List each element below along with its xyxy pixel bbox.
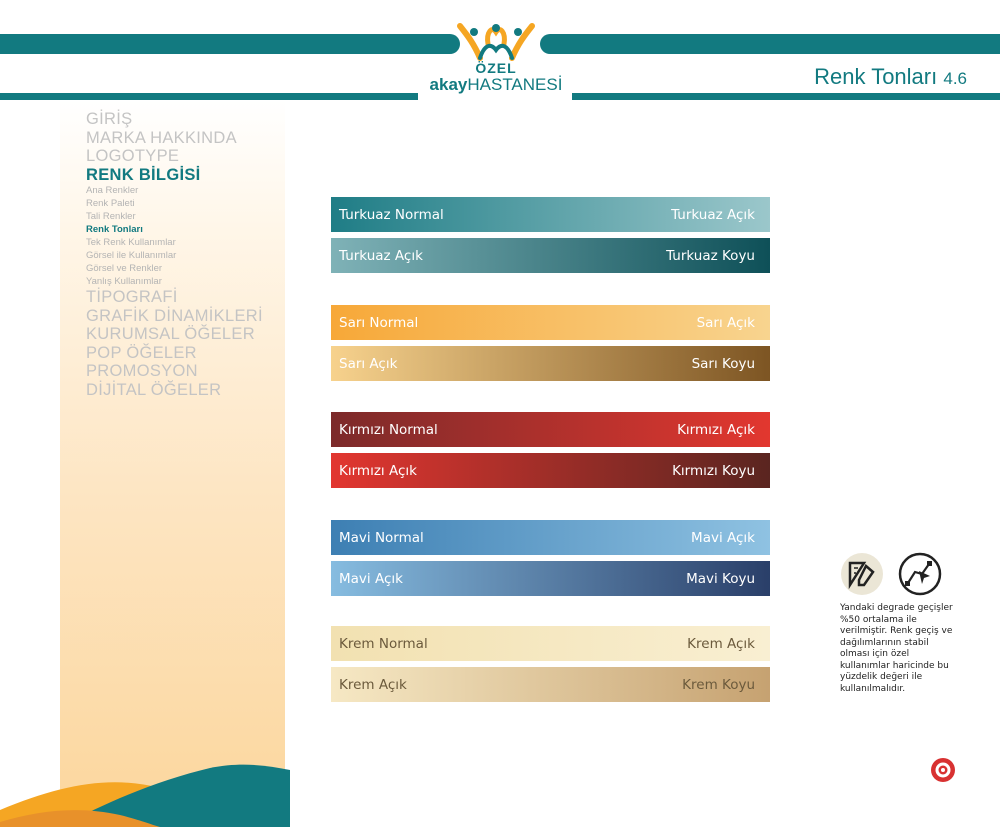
gradient-bar [331,238,770,273]
gradient-start-label: Krem Açık [339,676,407,693]
gradient-bar [331,197,770,232]
gradient-end-label: Krem Koyu [682,676,755,693]
nav-subsection-item[interactable]: Tali Renkler [86,211,136,222]
gradient-end-label: Turkuaz Açık [671,206,755,223]
gradient-start-label: Mavi Açık [339,570,403,587]
note-text: Yandaki degrade geçişler %50 ortalama ile verilmiştir. Renk geçiş ve dağılımlarının stabil olması için özel kullanımlar haricinde bu yüzdelik değeri ile kullanılmalıdır. [840,603,953,694]
gradient-start-label: Sarı Açık [339,355,398,372]
gradient-end-label: Sarı Koyu [691,355,755,372]
nav-subsection-item[interactable]: Tek Renk Kullanımlar [86,237,176,248]
gradient-bar [331,453,770,488]
gradient-start-label: Mavi Normal [339,529,424,546]
gradient-start-label: Kırmızı Açık [339,462,417,479]
nav-section-item[interactable]: RENK BİLGİSİ [86,165,201,184]
nav-section-item[interactable]: GİRİŞ [86,110,133,128]
logo-top-text: ÖZEL [475,60,517,76]
nav-section-item[interactable]: TİPOGRAFİ [86,288,178,306]
header-rule-left [0,93,418,100]
sidebar-nav [86,110,286,399]
gradient-end-label: Sarı Açık [696,314,755,331]
page-title-text: Renk Tonları [814,64,938,89]
gradient-bar [331,667,770,702]
gradient-bar [331,305,770,340]
nav-subsection-item[interactable]: Ana Renkler [86,185,139,196]
gradient-start-label: Turkuaz Açık [339,247,423,264]
gradient-bar [331,346,770,381]
nav-subsection-item[interactable]: Yanlış Kullanımlar [86,276,162,287]
section-number: 4.6 [943,69,967,88]
gradient-start-label: Turkuaz Normal [339,206,444,223]
header-band-right [540,34,1000,54]
page-title [814,64,967,90]
header-band-left [0,34,460,54]
decorative-waves [0,740,290,827]
nav-section-item[interactable]: MARKA HAKKINDA [86,128,237,147]
nav-subsection-item[interactable]: Görsel ile Kullanımlar [86,250,177,261]
nav-section-item[interactable]: LOGOTYPE [86,147,180,165]
gradient-end-label: Krem Açık [687,635,755,652]
nav-subsection-item[interactable]: Renk Tonları [86,224,143,235]
nav-section-item[interactable]: POP ÖĞELER [86,343,197,362]
brand-logo [420,22,572,106]
nav-section-item[interactable]: KURUMSAL ÖĞELER [86,325,255,343]
gradient-bar [331,412,770,447]
note-icons [840,552,960,597]
gradient-end-label: Kırmızı Koyu [672,462,755,479]
gradient-end-label: Mavi Açık [691,529,755,546]
nav-subsection-item[interactable]: Renk Paleti [86,198,135,209]
ruler-pencil-icon [841,553,883,595]
logo-rest-text: HASTANESİ [467,75,563,94]
nav-section-item[interactable]: PROMOSYON [86,362,198,380]
target-icon [930,757,956,783]
gradient-end-label: Mavi Koyu [686,570,755,587]
gradient-bar [331,520,770,555]
gradient-start-label: Krem Normal [339,635,428,652]
gradient-tool-icon [900,554,940,594]
logo-figures-icon [454,22,538,62]
logo-wordmark [420,76,572,94]
gradient-start-label: Kırmızı Normal [339,421,438,438]
gradient-end-label: Turkuaz Koyu [666,247,755,264]
nav-section-item[interactable]: GRAFİK DİNAMİKLERİ [86,306,263,325]
header-rule-right [572,93,1000,100]
gradient-end-label: Kırmızı Açık [677,421,755,438]
nav-section-item[interactable]: DİJİTAL ÖĞELER [86,380,222,399]
nav-subsection-item[interactable]: Görsel ve Renkler [86,263,163,274]
gradient-bar [331,561,770,596]
logo-bold-text: akay [429,75,468,94]
gradient-bar [331,626,770,661]
gradient-start-label: Sarı Normal [339,314,419,331]
